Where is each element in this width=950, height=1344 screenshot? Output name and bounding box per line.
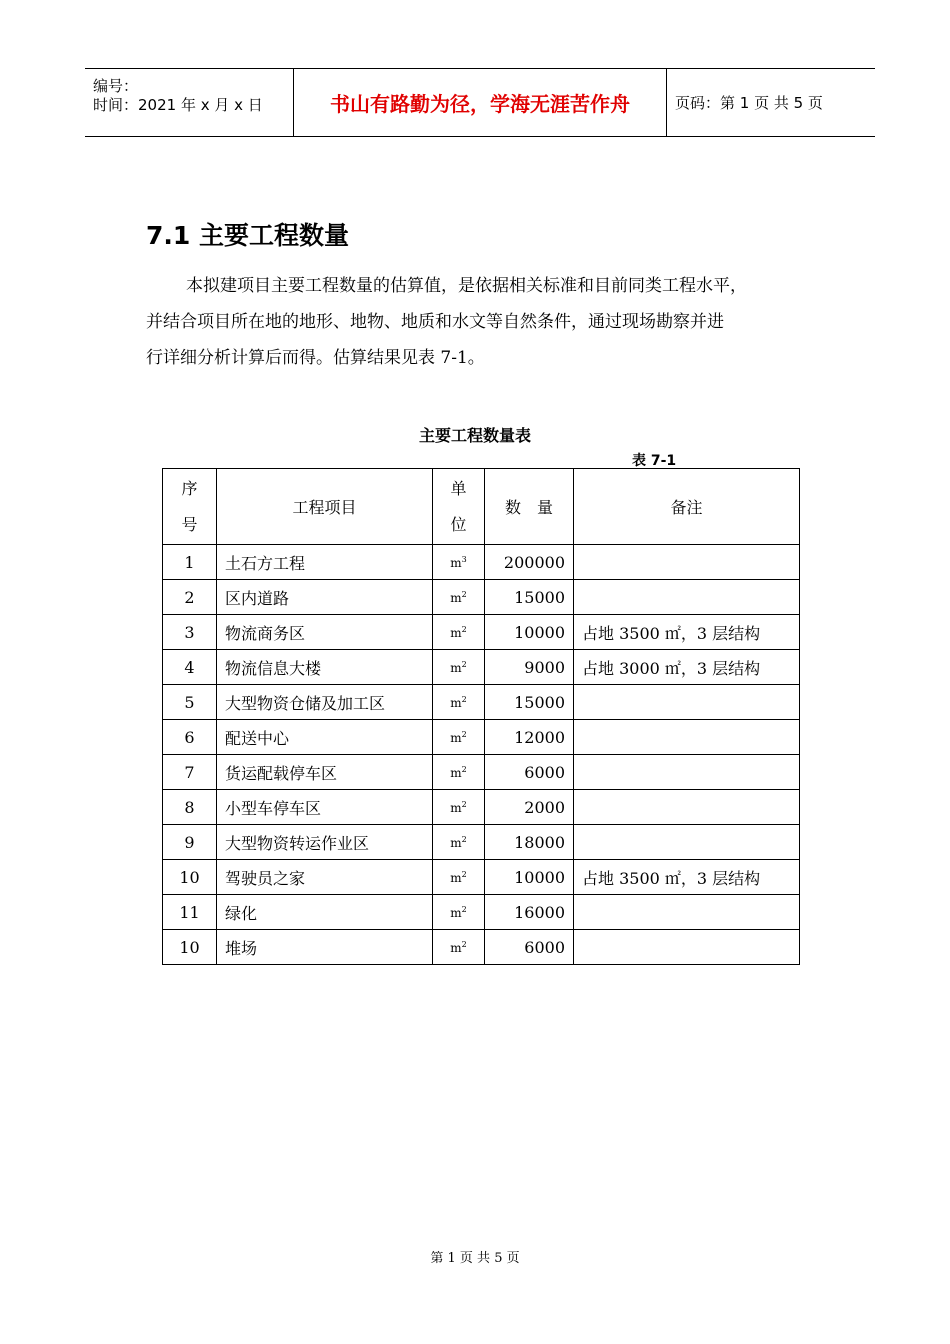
table-header-row xyxy=(163,469,800,545)
unit-exponent: 2 xyxy=(461,939,467,949)
cell-seq: 10 xyxy=(163,860,217,895)
cell-unit xyxy=(433,580,485,615)
header-seq: 序 号 xyxy=(163,469,217,545)
header-slogan: 书山有路勤为径，学海无涯苦作舟 xyxy=(294,69,667,137)
cell-remark xyxy=(574,685,800,720)
cell-remark: 占地 3500 ㎡，3 层结构 xyxy=(574,615,800,650)
table-row xyxy=(163,650,800,685)
cell-unit xyxy=(433,685,485,720)
cell-remark xyxy=(574,895,800,930)
unit-base: m xyxy=(450,905,462,920)
cell-seq: 6 xyxy=(163,720,217,755)
header-remark: 备注 xyxy=(574,469,800,545)
table-row xyxy=(163,580,800,615)
table-row xyxy=(163,930,800,965)
cell-remark xyxy=(574,580,800,615)
unit-exponent: 2 xyxy=(461,624,467,634)
cell-item: 绿化 xyxy=(217,895,433,930)
cell-quantity: 10000 xyxy=(485,615,574,650)
cell-unit xyxy=(433,720,485,755)
cell-item: 物流商务区 xyxy=(217,615,433,650)
cell-unit xyxy=(433,650,485,685)
unit-exponent: 2 xyxy=(461,904,467,914)
cell-unit xyxy=(433,615,485,650)
paragraph-line: 行详细分析计算后而得。估算结果见表 7-1。 xyxy=(146,348,485,368)
cell-item: 大型物资仓储及加工区 xyxy=(217,685,433,720)
cell-remark xyxy=(574,755,800,790)
cell-quantity: 12000 xyxy=(485,720,574,755)
unit-exponent: 2 xyxy=(461,764,467,774)
unit-exponent: 2 xyxy=(461,869,467,879)
unit-exponent: 2 xyxy=(461,834,467,844)
unit-base: m xyxy=(450,940,462,955)
page-footer: 第 1 页 共 5 页 xyxy=(430,1251,520,1266)
table-row xyxy=(163,755,800,790)
table-number: 表 7-1 xyxy=(632,453,677,469)
cell-remark xyxy=(574,790,800,825)
cell-seq: 1 xyxy=(163,545,217,580)
unit-base: m xyxy=(450,590,462,605)
cell-quantity: 9000 xyxy=(485,650,574,685)
cell-item: 土石方工程 xyxy=(217,545,433,580)
table-row xyxy=(163,790,800,825)
unit-base: m xyxy=(450,555,462,570)
cell-quantity: 200000 xyxy=(485,545,574,580)
cell-item: 配送中心 xyxy=(217,720,433,755)
cell-item: 驾驶员之家 xyxy=(217,860,433,895)
unit-exponent: 2 xyxy=(461,694,467,704)
unit-exponent: 2 xyxy=(461,589,467,599)
cell-quantity: 6000 xyxy=(485,930,574,965)
paragraph-line: 并结合项目所在地的地形、地物、地质和水文等自然条件，通过现场勘察并进 xyxy=(146,312,724,332)
table-row xyxy=(163,825,800,860)
cell-seq: 2 xyxy=(163,580,217,615)
table-row xyxy=(163,895,800,930)
cell-seq: 3 xyxy=(163,615,217,650)
cell-quantity: 6000 xyxy=(485,755,574,790)
cell-seq: 9 xyxy=(163,825,217,860)
header-quantity: 数 量 xyxy=(485,469,574,545)
cell-quantity: 10000 xyxy=(485,860,574,895)
cell-remark xyxy=(574,720,800,755)
header-page-info: 页码：第 1 页 共 5 页 xyxy=(675,94,823,112)
unit-base: m xyxy=(450,835,462,850)
cell-seq: 10 xyxy=(163,930,217,965)
cell-quantity: 15000 xyxy=(485,685,574,720)
header-meta xyxy=(85,69,294,137)
cell-seq: 4 xyxy=(163,650,217,685)
cell-quantity: 18000 xyxy=(485,825,574,860)
cell-seq: 11 xyxy=(163,895,217,930)
cell-quantity: 16000 xyxy=(485,895,574,930)
cell-seq: 7 xyxy=(163,755,217,790)
unit-exponent: 2 xyxy=(461,799,467,809)
cell-quantity: 15000 xyxy=(485,580,574,615)
cell-remark xyxy=(574,930,800,965)
cell-item: 货运配载停车区 xyxy=(217,755,433,790)
cell-remark xyxy=(574,545,800,580)
unit-exponent: 2 xyxy=(461,729,467,739)
cell-seq: 8 xyxy=(163,790,217,825)
cell-unit xyxy=(433,790,485,825)
unit-base: m xyxy=(450,765,462,780)
cell-item: 大型物资转运作业区 xyxy=(217,825,433,860)
cell-item: 物流信息大楼 xyxy=(217,650,433,685)
unit-exponent: 2 xyxy=(461,659,467,669)
body-paragraph xyxy=(146,268,816,376)
cell-item: 区内道路 xyxy=(217,580,433,615)
cell-remark xyxy=(574,825,800,860)
cell-unit xyxy=(433,895,485,930)
cell-item: 小型车停车区 xyxy=(217,790,433,825)
unit-base: m xyxy=(450,800,462,815)
unit-base: m xyxy=(450,870,462,885)
table-row xyxy=(163,615,800,650)
cell-remark: 占地 3000 ㎡，3 层结构 xyxy=(574,650,800,685)
header-number: 编号： xyxy=(93,76,139,95)
cell-remark: 占地 3500 ㎡，3 层结构 xyxy=(574,860,800,895)
table-row xyxy=(163,545,800,580)
page-header xyxy=(85,68,875,137)
cell-unit xyxy=(433,860,485,895)
cell-unit xyxy=(433,930,485,965)
table-row xyxy=(163,860,800,895)
cell-unit xyxy=(433,545,485,580)
cell-item: 堆场 xyxy=(217,930,433,965)
header-time: 时间：2021 年 x 月 x 日 xyxy=(93,95,263,114)
header-unit: 单 位 xyxy=(433,469,485,545)
unit-exponent: 3 xyxy=(461,554,467,564)
cell-quantity: 2000 xyxy=(485,790,574,825)
unit-base: m xyxy=(450,660,462,675)
header-item: 工程项目 xyxy=(217,469,433,545)
unit-base: m xyxy=(450,625,462,640)
cell-unit xyxy=(433,755,485,790)
section-title: 7.1 主要工程数量 xyxy=(146,221,349,250)
table-title: 主要工程数量表 xyxy=(418,426,531,445)
table-row xyxy=(163,720,800,755)
table-row xyxy=(163,685,800,720)
unit-base: m xyxy=(450,695,462,710)
quantity-table xyxy=(162,468,800,965)
paragraph-line: 本拟建项目主要工程数量的估算值，是依据相关标准和目前同类工程水平， xyxy=(186,276,747,296)
cell-seq: 5 xyxy=(163,685,217,720)
unit-base: m xyxy=(450,730,462,745)
cell-unit xyxy=(433,825,485,860)
